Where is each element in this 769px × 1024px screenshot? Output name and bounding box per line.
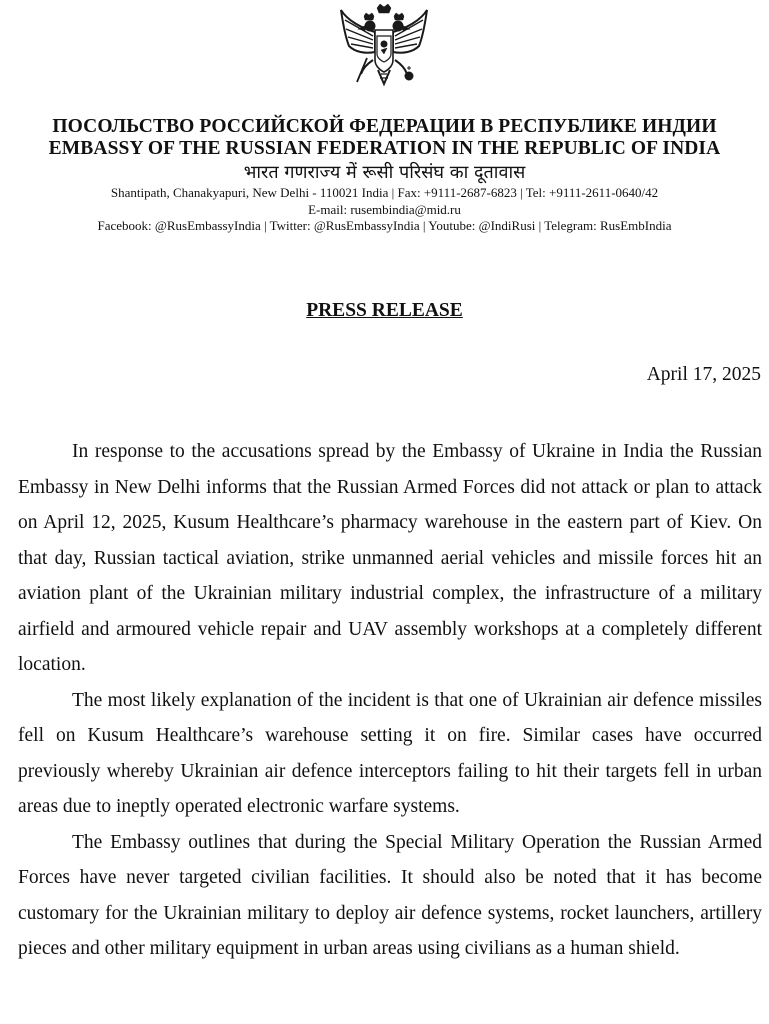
document-title: PRESS RELEASE (306, 300, 463, 321)
body-paragraph: In response to the accusations spread by the Embassy of Ukraine in India the Russian Embassy in New Delhi informs that the Russian Armed Forces did not attack or plan to attack on April 12, 2025, Kusum Healthcare’s pharmacy warehouse in the eastern part of Kiev. On that day, Russian tactical aviation, strike unmanned aerial vehicles and missile forces hit an aviation plant of the Ukrainian military industrial complex, the infrastructure of a military airfield and armoured vehicle repair and UAV assembly workshops at a completely different location. (18, 441, 762, 675)
body-paragraph: The most likely explanation of the incident is that one of Ukrainian air defence missiles fell on Kusum Healthcare’s warehouse setting it on fire. Similar cases have occurred previously whereby Ukrainian air defence interceptors failing to hit their targets fell in urban areas due to ineptly operated electronic warfare systems. (18, 689, 762, 817)
embassy-name-hindi: भारत गणराज्य में रूसी परिसंघ का दूतावास (243, 162, 526, 183)
embassy-name-english: EMBASSY OF THE RUSSIAN FEDERATION IN THE REPUBLIC OF INDIA (48, 138, 721, 159)
letterhead (0, 116, 769, 235)
document-body (18, 434, 762, 967)
embassy-email: E-mail: rusembindia@mid.ru (308, 201, 461, 217)
embassy-social-links: Facebook: @RusEmbassyIndia | Twitter: @RusEmbassyIndia | Youtube: @IndiRusi | Telegram: RusEmbIndia (97, 218, 672, 233)
document-date: April 17, 2025 (646, 364, 761, 385)
double-headed-eagle-icon (337, 2, 431, 90)
embassy-address: Shantipath, Chanakyapuri, New Delhi - 110021 India | Fax: +9111-2687-6823 | Tel: +9111-2611-0640/42 (110, 185, 659, 200)
body-paragraph: The Embassy outlines that during the Special Military Operation the Russian Armed Forces have never targeted civilian facilities. It should also be noted that it has become customary for the Ukrainian military to deploy air defence systems, rocket launchers, artillery pieces and other military equipment in urban areas using civilians as a human shield. (18, 831, 762, 959)
embassy-name-russian: ПОСОЛЬСТВО РОССИЙСКОЙ ФЕДЕРАЦИИ В РЕСПУБЛИКЕ ИНДИИ (52, 116, 717, 137)
